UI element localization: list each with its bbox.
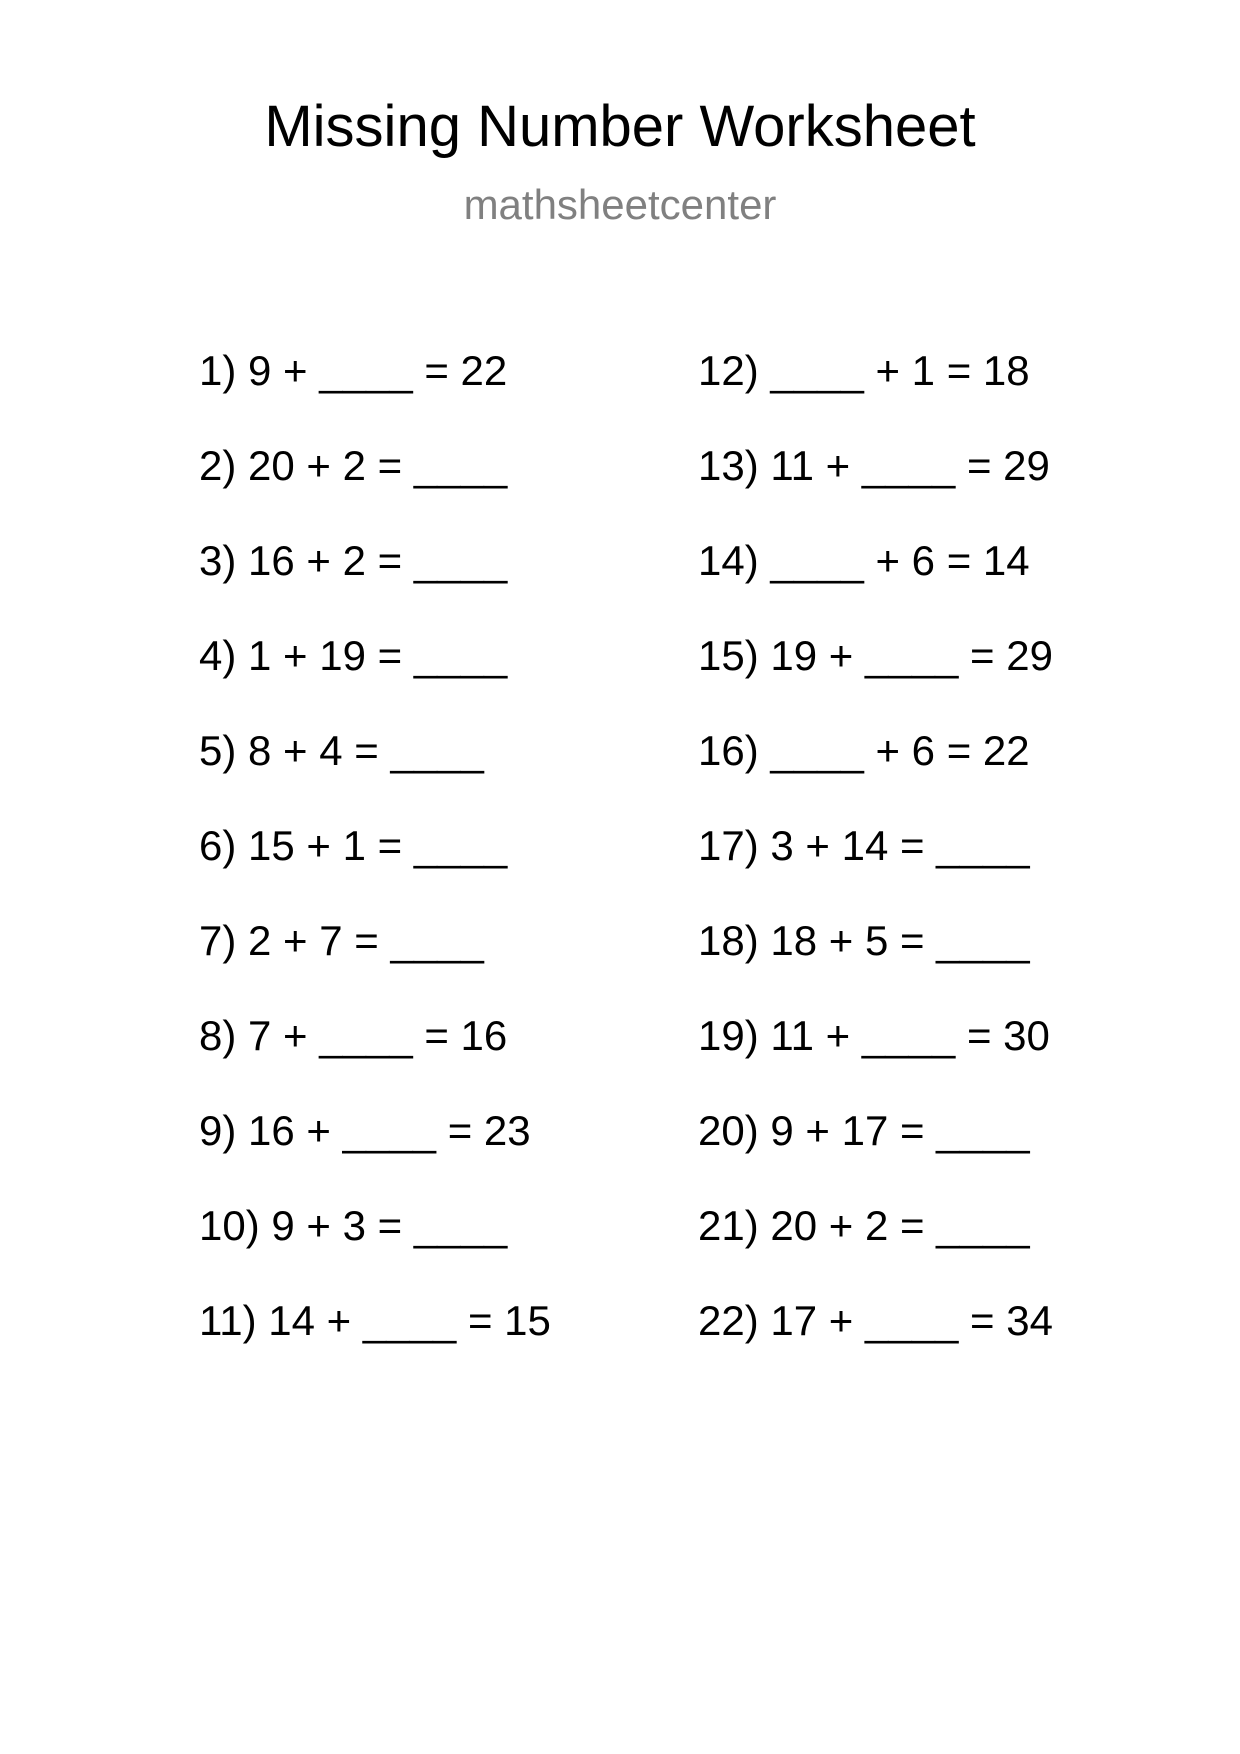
problem-item: 9) 16 + ____ = 23 bbox=[199, 1107, 531, 1154]
problem-item: 8) 7 + ____ = 16 bbox=[199, 1012, 508, 1059]
problem-item: 6) 15 + 1 = ____ bbox=[199, 822, 508, 869]
problem-item: 19) 11 + ____ = 30 bbox=[698, 1012, 1050, 1059]
page-subtitle: mathsheetcenter bbox=[463, 181, 777, 228]
page-title: Missing Number Worksheet bbox=[264, 94, 976, 159]
problem-item: 10) 9 + 3 = ____ bbox=[199, 1202, 508, 1249]
problem-item: 20) 9 + 17 = ____ bbox=[698, 1107, 1030, 1154]
problems-column-left bbox=[199, 347, 551, 1395]
problem-item: 18) 18 + 5 = ____ bbox=[698, 917, 1030, 964]
problem-item: 15) 19 + ____ = 29 bbox=[698, 632, 1053, 679]
problem-item: 2) 20 + 2 = ____ bbox=[199, 442, 508, 489]
problem-item: 17) 3 + 14 = ____ bbox=[698, 822, 1030, 869]
problem-item: 3) 16 + 2 = ____ bbox=[199, 537, 508, 584]
problems-column-right bbox=[698, 347, 1053, 1395]
problem-item: 14) ____ + 6 = 14 bbox=[698, 537, 1030, 584]
problem-item: 11) 14 + ____ = 15 bbox=[199, 1297, 551, 1344]
problem-item: 16) ____ + 6 = 22 bbox=[698, 727, 1030, 774]
problem-item: 12) ____ + 1 = 18 bbox=[698, 347, 1030, 394]
problem-item: 13) 11 + ____ = 29 bbox=[698, 442, 1050, 489]
problem-item: 21) 20 + 2 = ____ bbox=[698, 1202, 1030, 1249]
title-container bbox=[0, 94, 1240, 159]
problem-item: 1) 9 + ____ = 22 bbox=[199, 347, 508, 394]
problem-item: 7) 2 + 7 = ____ bbox=[199, 917, 484, 964]
problem-item: 22) 17 + ____ = 34 bbox=[698, 1297, 1053, 1344]
problem-item: 4) 1 + 19 = ____ bbox=[199, 632, 508, 679]
problem-item: 5) 8 + 4 = ____ bbox=[199, 727, 484, 774]
subtitle-container bbox=[0, 181, 1240, 228]
